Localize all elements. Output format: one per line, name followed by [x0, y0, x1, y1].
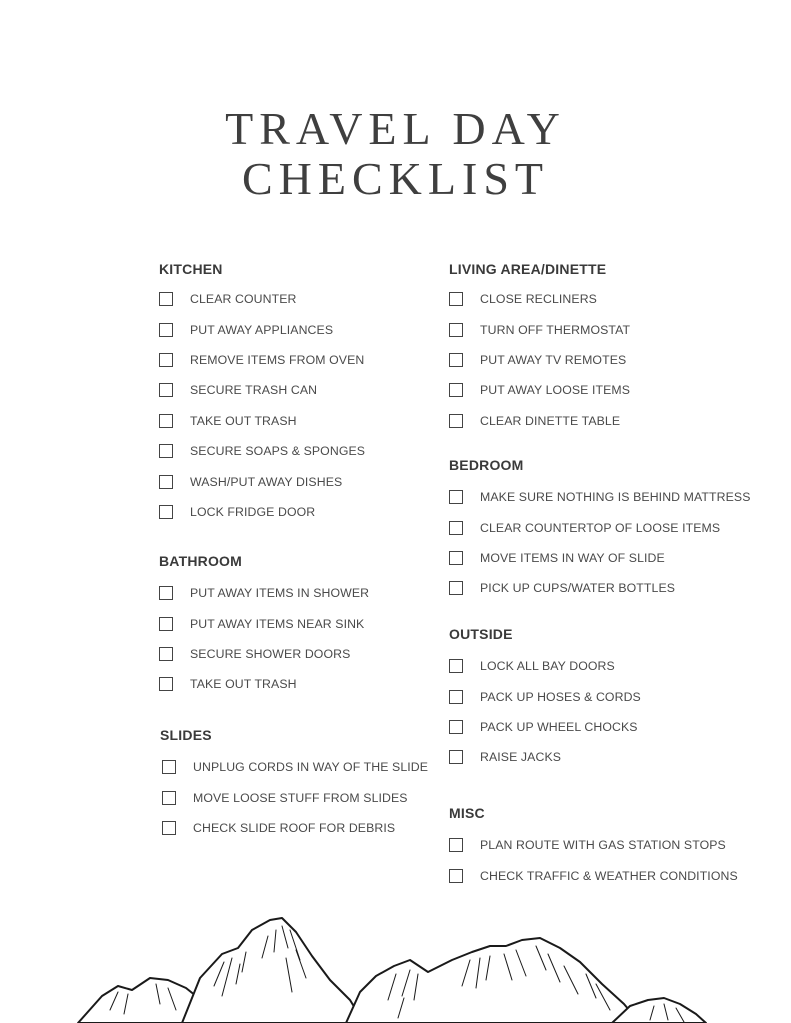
- checklist-item-label: CHECK SLIDE ROOF FOR DEBRIS: [193, 820, 396, 835]
- checkbox[interactable]: [449, 292, 463, 306]
- checklist-item: [449, 512, 751, 542]
- checklist-item-label: CHECK TRAFFIC & WEATHER CONDITIONS: [480, 868, 738, 883]
- checklist-item-label: TURN OFF THERMOSTAT: [480, 322, 631, 337]
- checklist-item-label: SECURE TRASH CAN: [190, 383, 318, 398]
- checklist-item-label: REMOVE ITEMS FROM OVEN: [190, 352, 365, 367]
- checkbox[interactable]: [159, 677, 173, 691]
- checklist-item: [159, 406, 365, 436]
- checklist-item-label: CLEAR COUNTER: [190, 292, 297, 307]
- checklist-item-label: PICK UP CUPS/WATER BOTTLES: [480, 581, 676, 596]
- checkbox[interactable]: [449, 659, 463, 673]
- checklist-item: [449, 406, 630, 436]
- checklist-item-label: UNPLUG CORDS IN WAY OF THE SLIDE: [193, 760, 429, 775]
- checklist-item: [159, 436, 365, 466]
- checklist-item: [449, 314, 630, 344]
- checklist-item-label: TAKE OUT TRASH: [190, 677, 297, 692]
- section-outside: [449, 625, 641, 773]
- checklist-item: [159, 284, 365, 314]
- section-bathroom: [159, 552, 369, 700]
- checklist-bedroom: [449, 482, 751, 604]
- checklist-item: [159, 608, 369, 638]
- checklist-item-label: MOVE LOOSE STUFF FROM SLIDES: [193, 790, 408, 805]
- checklist-item: [159, 578, 369, 608]
- mountain-center-peak: [182, 918, 364, 1023]
- checklist-outside: [449, 651, 641, 773]
- checklist-item: [159, 466, 365, 496]
- section-living-area: [449, 260, 630, 436]
- checklist-item-label: WASH/PUT AWAY DISHES: [190, 474, 343, 489]
- checkbox[interactable]: [159, 353, 173, 367]
- section-bedroom: [449, 456, 751, 604]
- checklist-item: [159, 375, 365, 405]
- checkbox[interactable]: [449, 690, 463, 704]
- checklist-item-label: PUT AWAY ITEMS IN SHOWER: [190, 586, 370, 601]
- checklist-item: [449, 482, 751, 512]
- checklist-item-label: MOVE ITEMS IN WAY OF SLIDE: [480, 550, 665, 565]
- checkbox[interactable]: [449, 581, 463, 595]
- checklist-item-label: PUT AWAY LOOSE ITEMS: [480, 383, 631, 398]
- section-heading-kitchen: KITCHEN: [159, 261, 223, 277]
- checkbox[interactable]: [159, 444, 173, 458]
- checkbox[interactable]: [449, 838, 463, 852]
- checkbox[interactable]: [449, 353, 463, 367]
- checkbox[interactable]: [449, 521, 463, 535]
- checklist-living-area: [449, 284, 630, 436]
- checkbox[interactable]: [162, 760, 176, 774]
- checklist-item-label: LOCK ALL BAY DOORS: [480, 659, 615, 674]
- checklist-item-label: PUT AWAY ITEMS NEAR SINK: [190, 616, 365, 631]
- checklist-item-label: TAKE OUT TRASH: [190, 413, 297, 428]
- checklist-item: [162, 752, 428, 782]
- checklist-item-label: CLEAR COUNTERTOP OF LOOSE ITEMS: [480, 520, 721, 535]
- checklist-item-label: SECURE SOAPS & SPONGES: [190, 444, 366, 459]
- checkbox[interactable]: [162, 791, 176, 805]
- section-heading-living-area: LIVING AREA/DINETTE: [449, 261, 607, 277]
- checklist-misc: [449, 830, 738, 891]
- checklist-item-label: MAKE SURE NOTHING IS BEHIND MATTRESS: [480, 490, 751, 505]
- checklist-item: [159, 669, 369, 699]
- checklist-item: [449, 712, 641, 742]
- checklist-item: [449, 284, 630, 314]
- mountain-middle-right: [346, 938, 640, 1023]
- section-slides: [160, 726, 428, 843]
- checklist-item: [449, 681, 641, 711]
- section-heading-misc: MISC: [449, 805, 485, 821]
- checklist-item: [449, 651, 641, 681]
- checkbox[interactable]: [159, 292, 173, 306]
- checklist-item-label: PACK UP HOSES & CORDS: [480, 689, 641, 704]
- section-misc: [449, 804, 738, 891]
- checklist-item: [162, 782, 428, 812]
- checklist-item: [159, 345, 365, 375]
- section-heading-bathroom: BATHROOM: [159, 553, 242, 569]
- checklist-item-label: LOCK FRIDGE DOOR: [190, 504, 316, 519]
- checklist-item: [159, 314, 365, 344]
- checklist-item: [449, 860, 738, 890]
- checkbox[interactable]: [159, 586, 173, 600]
- checklist-kitchen: [159, 284, 365, 527]
- checkbox[interactable]: [159, 647, 173, 661]
- checkbox[interactable]: [449, 551, 463, 565]
- mountain-far-right: [612, 998, 706, 1023]
- section-kitchen: [159, 260, 365, 527]
- checkbox[interactable]: [449, 720, 463, 734]
- checkbox[interactable]: [159, 617, 173, 631]
- checklist-item: [449, 742, 641, 772]
- checklist-slides: [162, 752, 428, 843]
- checklist-item-label: PUT AWAY APPLIANCES: [190, 322, 334, 337]
- checkbox[interactable]: [159, 475, 173, 489]
- checkbox[interactable]: [449, 869, 463, 883]
- checklist-item-label: PUT AWAY TV REMOTES: [480, 352, 627, 367]
- checklist-item-label: PACK UP WHEEL CHOCKS: [480, 719, 638, 734]
- checklist-item: [449, 375, 630, 405]
- checkbox[interactable]: [449, 750, 463, 764]
- checklist-item-label: SECURE SHOWER DOORS: [190, 646, 351, 661]
- checkbox[interactable]: [449, 323, 463, 337]
- page-title-line-2: CHECKLIST: [242, 153, 549, 204]
- checklist-item: [449, 345, 630, 375]
- checklist-bathroom: [159, 578, 369, 700]
- checklist-item: [159, 639, 369, 669]
- section-heading-bedroom: BEDROOM: [449, 457, 524, 473]
- checkbox[interactable]: [159, 323, 173, 337]
- checkbox[interactable]: [159, 505, 173, 519]
- page-title-line-1: TRAVEL DAY: [225, 103, 566, 154]
- checklist-item: [159, 497, 365, 527]
- checklist-item-label: RAISE JACKS: [480, 750, 562, 765]
- checklist-item-label: CLOSE RECLINERS: [480, 292, 597, 307]
- checkbox[interactable]: [449, 490, 463, 504]
- checklist-item-label: PLAN ROUTE WITH GAS STATION STOPS: [480, 838, 726, 853]
- mountain-illustration: [0, 900, 791, 1023]
- checkbox[interactable]: [162, 821, 176, 835]
- checkbox[interactable]: [159, 383, 173, 397]
- checkbox[interactable]: [159, 414, 173, 428]
- section-heading-slides: SLIDES: [160, 727, 212, 743]
- checklist-item: [449, 830, 738, 860]
- checklist-item-label: CLEAR DINETTE TABLE: [480, 413, 621, 428]
- section-heading-outside: OUTSIDE: [449, 626, 513, 642]
- checklist-item: [162, 813, 428, 843]
- checklist-item: [449, 543, 751, 573]
- checkbox[interactable]: [449, 383, 463, 397]
- checklist-item: [449, 573, 751, 603]
- checkbox[interactable]: [449, 414, 463, 428]
